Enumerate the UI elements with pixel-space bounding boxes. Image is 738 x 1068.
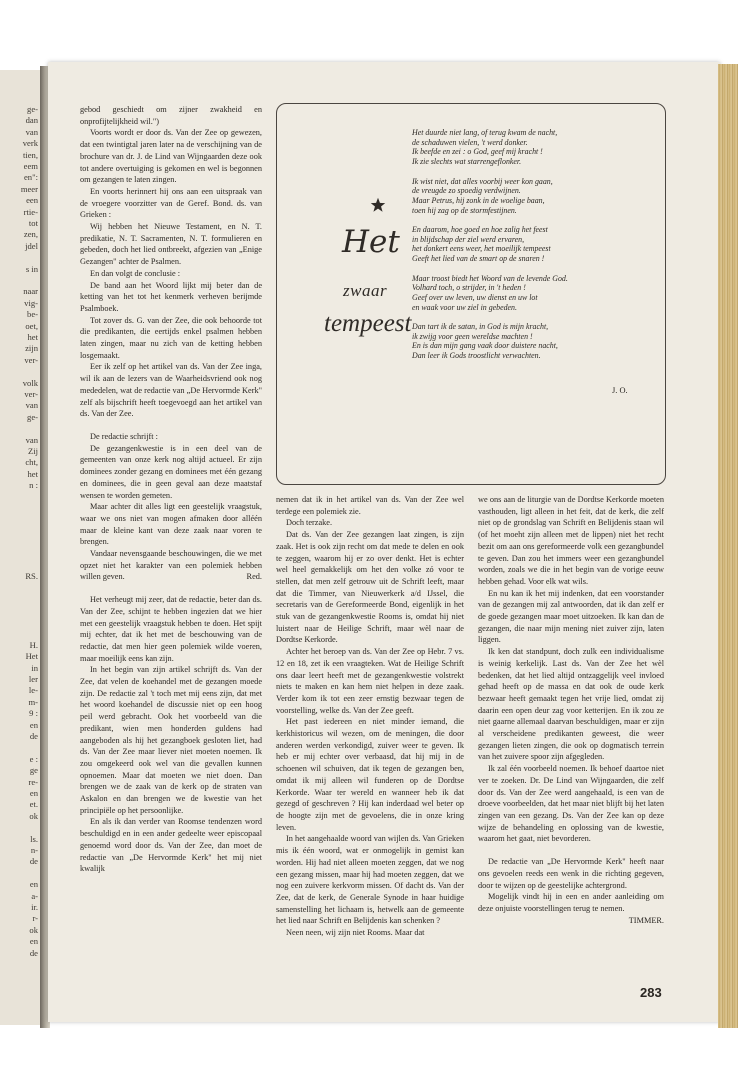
left-page-line: m- <box>28 696 38 707</box>
poem-line: de vreugde zo spoedig verdwijnen. <box>412 186 521 196</box>
paragraph-text: De redactie van „De Hervormde Kerk" heeft naar ons gevoelen reeds een wenk in die richting gegeven, door te wijzen op de geestelijke achtergrond. <box>478 857 664 890</box>
paragraph-text: Neen neen, wij zijn niet Rooms. Maar dat <box>286 928 425 938</box>
left-page-line: de <box>29 947 38 958</box>
left-page-line: en <box>29 936 38 947</box>
left-page-line: van <box>25 400 38 411</box>
left-page-line: re- <box>28 776 38 787</box>
paragraph-text: we ons aan de liturgie van de Dordtse Kerkorde moeten vasthouden, ligt alleen in het feit, dat de kerk, die zelf niet op de grondslag van Schrift en Belijdenis staan wil (of het moeht zijn alleen met de lippen) niet het recht bezit om aan ons gereformeerde volk een gezangbundel te geven. Dan zou het immers weer een gezangbundel worden, zoals we die in het begin van de vorige eeuw hebben gehad. Voor elk wat wils. <box>478 495 664 586</box>
paragraph <box>80 280 262 315</box>
left-page-line: e : <box>29 753 38 764</box>
poem-line: Dan tart ik de satan, in God is mijn kracht, <box>412 322 549 331</box>
poem-line: Ik beefde en zei : o God, geef mij kracht ! <box>412 147 543 157</box>
poem-line: En daarom, hoe goed en hoe zalig het feest <box>412 225 548 234</box>
left-page-line: het <box>27 332 38 342</box>
author-signature: TIMMER. <box>628 915 664 925</box>
poem-stanza <box>412 225 662 264</box>
paragraph-text: De band aan het Woord lijkt mij beter dan de ketting van het tot het kenmerk verheven berijmde Psalmboek. <box>80 280 262 313</box>
left-page-line: ls. <box>30 833 38 844</box>
left-page-line: van <box>25 434 38 445</box>
paragraph <box>80 594 262 664</box>
star-icon <box>370 197 386 213</box>
paragraph-text: De redactie schrijft : <box>90 431 158 441</box>
left-page-line: de <box>29 731 38 741</box>
left-page-line: rtie- <box>23 206 38 217</box>
paragraph <box>276 529 464 646</box>
left-page-line: en <box>29 879 38 890</box>
poem-line: Maar Petrus, hij zonk in de woelige baan, <box>412 195 545 205</box>
left-page-line: een <box>26 195 38 206</box>
page-number: 283 <box>640 985 662 1000</box>
left-page-line: tot <box>28 218 38 228</box>
paragraph-text: En nu kan ik het mij indenken, dat een voorstander van de gezangen mij zal antwoorden, dat ik dan zelf er de goede gezangen maar moet uitzoeken. Ik kan dan de gezangen, die naar mijn mening niet zuiver zijn, laten liggen. <box>478 588 664 645</box>
paragraph <box>478 856 664 891</box>
paragraph <box>80 221 262 268</box>
paragraph-text: Het past iedereen en niet minder iemand, die kerkhistoricus wil wezen, om de meningen, die door anderen werden verkondigd, zuiver weer te geven. Ik heb er mij echter over verbaasd, dat hij mij in de schoenen wil schuiven, dat ik tegen de gezangen ben, omdat ik mij alleen wil funderen op de Dordtse Kerkorde. Waar ter wereld en wanneer heb ik dat gezegd of geschreven ? Hij kan inderdaad wel beter op de hoogte zijn met de gevoelens, die in onze kring leven. <box>276 717 464 832</box>
paragraph <box>478 891 664 925</box>
paragraph-text: Wij hebben het Nieuwe Testament, en N. T. predikatie, N. T. Sacramenten, N. T. formulieren en gebeden, doch het lied ontbreekt, afgezien van „Enige Gezangen" achter de Psalmen. <box>80 222 262 267</box>
paragraph <box>80 548 262 583</box>
left-page-line: be- <box>27 309 38 320</box>
left-page-line: ler <box>28 674 38 684</box>
paragraph <box>276 833 464 927</box>
left-page-line: en <box>29 788 38 798</box>
paragraph <box>80 127 262 186</box>
left-page-line: Zij <box>27 446 38 456</box>
paragraph <box>80 431 262 443</box>
paragraph-text: En als ik dan verder van Roomse tendenzen word beschuldigd en in een ander gedeelte weer episcopaal genoemd word door ds. Van der Zee, dan moet de redactie van „De Hervormde Kerk" het mij niet kwalijk <box>80 817 262 874</box>
paragraph <box>80 816 262 875</box>
poem-line: Ik zie slechts wat starrengeflonker. <box>412 157 522 167</box>
left-page-line: vig- <box>24 297 38 308</box>
left-page-line: tien, <box>22 149 38 160</box>
poem-line: toen hij zag op de stormfestijnen. <box>412 205 517 215</box>
paragraph-text: gebod geschiedt om zijner zwakheid en onprofijtelijkheid wil.") <box>80 105 262 126</box>
left-page-fragment <box>0 70 42 1025</box>
left-page-line: oet, <box>25 320 38 331</box>
left-page-line: jdel <box>25 240 38 251</box>
paragraph-text: De gezangenkwestie is in een deel van de gemeenten van onze kerk nog altijd actueel. Er zijn dominees zonder gezang en dominees met één gezang en dominees, die in geen geval aan deze maatstaf wensen te worden gemeten. <box>80 443 262 500</box>
poem-line: in blijdschap der ziel werd ervaren, <box>412 234 525 244</box>
left-page-line: n- <box>30 845 38 855</box>
paragraph-text: Tot zover ds. G. van der Zee, die ook behoorde tot die predikanten, die eertijds enkel psalmen hebben laten zingen, maar nu zich van de ketting hebben losgemaakt. <box>80 315 262 360</box>
paragraph-text: Vandaar nevensgaande beschouwingen, die we met opzet niet het karakter van een polemiek hebben willen geven. <box>80 549 262 582</box>
poem-line: de schaduwen vielen, 't werd donker. <box>412 137 528 147</box>
left-page-line: en <box>29 719 38 730</box>
left-page-line: eem <box>23 161 38 171</box>
paragraph <box>276 494 464 517</box>
poem-line: Volhard toch, o strijder, in 't heden ! <box>412 283 526 293</box>
author-signature: Red. <box>246 572 262 582</box>
left-page-line: n : <box>29 480 38 491</box>
paragraph <box>80 664 262 816</box>
paragraph <box>80 315 262 362</box>
left-page-line: volk <box>22 377 38 388</box>
poem-line: Maar troost biedt het Woord van de levende God. <box>412 273 568 283</box>
poem-line: Het duurde niet lang, of terug kwam de nacht, <box>412 128 558 137</box>
left-page-line: et. <box>29 799 38 810</box>
left-page-line: ge- <box>27 104 38 114</box>
left-page-line: RS. <box>25 571 38 582</box>
left-page-line: van <box>25 126 38 137</box>
paragraph-text: Achter het beroep van ds. Van der Zee op Hebr. 7 vs. 12 en 18, zet ik een vraagteken. Wat de Heilige Schrift ons daar leert heeft met de gezangenkwestie volstrekt niets te maken en kan hem niet helpen in deze zaak. Verder kom ik tot een zeer ernstig bezwaar tegen de voorstelling, welke ds. Van der Zee geeft. <box>276 647 464 715</box>
paragraph-text: Dat ds. Van der Zee gezangen laat zingen, is zijn zaak. Het is ook zijn recht om dat mede te delen en ook te zeggen, waarom hij er zo over denkt. Het is echter wel heel gemakkelijk om het den volke zó voor te stellen, dat men zelf getrouw uit de Schrift leeft, maar dat die Timmer, van Nieuwerkerk a/d IJssel, die secretaris van de Gereformeerde Bond, eigenlijk in het stuk van de gezangenkwestie Rooms is, omdat hij niet luistert naar de Heilige Schrift, maar wèl naar de Dordtse Kerkorde. <box>276 530 464 645</box>
poem-stanza <box>412 274 662 313</box>
left-page-line: r- <box>32 913 38 924</box>
left-page-line: en": <box>23 172 38 183</box>
paragraph <box>478 646 664 763</box>
paragraph-text: Ik ken dat standpunt, doch zulk een individualisme is weinig kerkelijk. Last ds. Van der Zee het wèl bedenken, dat het lied altijd ontzaggelijk veel invloed gehad heeft op de massa en dat ook de oude kerk bezwaar heeft gemaakt tegen het vrije lied, omdat zij daarin een open deur zag voor ketterijen. En ik zou ze niet gaarne allemaal daarvan beschuldigen, maar er zijn al verscheidene predikanten geweest, die weer gezangen lieten zingen, die ook op dogmatisch terrein van het zuivere spoor zijn afgegleden. <box>478 647 664 762</box>
paragraph-text: Ik zal één voorbeeld noemen. Ik behoef daartoe niet ver te zoeken. Dr. De Lind van Wijngaarden, die zelf door ds. Van der Zee werd aangehaald, is een van de droeve voorbeelden, dat het maar niet blijft bij het laten zingen van een gezang. Ds. Van der Zee kan op deze wijze de behandeling en oplossing van de kwestie, waarom het gaat, niet bevorderen. <box>478 764 664 844</box>
left-page-line: verk <box>22 138 38 149</box>
left-page-line: ok <box>29 924 38 935</box>
left-page-line: a- <box>31 890 38 901</box>
left-page-line: Het <box>25 651 38 662</box>
paragraph-text: In het aangehaalde woord van wijlen ds. Van Grieken mis ik één woord, wat er onmogelijk in gemist kan worden. Hij had niet alleen moeten zeggen, dat we nog een gezang missen, maar hij had moeten zeggen, dat we nog een zuivere kerkvorm missen. Of dacht ds. Van der Zee, dat de kerk, de Generale Synode in haar huidige samenstelling het lichaam is, hetwelk aan de gemeente het lied naar Schrift en Belijdenis kan schenken ? <box>276 834 464 926</box>
paragraph <box>80 186 262 221</box>
poem-text <box>412 128 662 371</box>
left-page-line: ir. <box>31 902 38 912</box>
paragraph <box>80 443 262 502</box>
paragraph-text: Maar achter dit alles ligt een geestelijk vraagstuk, waar we ons niet van mogen afmaken door alléén maar de kleine kant van deze zaak naar voren te brengen. <box>80 502 262 547</box>
paragraph-text: In het begin van zijn artikel schrijft ds. Van der Zee, dat velen de koehandel met de gezangen moede zijn. De redactie zal 't toch met mij eens zijn, dat met het woord koehandel de discussie niet op een hoog peil werd gebracht. Ook het voorbeeld van die predikant, wien men honderden guldens had aangeboden als hij het gezangboek gesloten liet, had ds. Van der Zee maar liever niet moeten noemen. Ik zou omgekeerd ook wel van die gevallen kunnen opnoemen. Maar dat moeten we niet doen. Dan brengen we de zaak van de kerk op de straten van Askalon en dan brengen we de kwestie van het principiële op het persoonlijke. <box>80 665 262 815</box>
page-edges <box>718 64 738 1028</box>
paragraph-text: Mogelijk vindt hij in een en ander aanleiding om deze onjuiste voorstellingen terug te nemen. <box>478 892 664 913</box>
poem-stanza <box>412 322 662 361</box>
poem-line: Dan leer ik Gods troostlicht verwachten. <box>412 351 541 361</box>
left-page-line: s in <box>25 263 38 274</box>
paragraph-text: Voorts wordt er door ds. Van der Zee op gewezen, dat een twintigtal jaren later na de verschijning van de brochure van dr. J. de Lind van Wijngaarden deze ook tot andere overtuiging is gekomen en wel is begonnen om gezangen te laten zingen. <box>80 128 262 185</box>
left-page-line: ge <box>29 765 38 776</box>
left-page-line: cht, <box>25 457 38 468</box>
left-page-line: zen, <box>23 229 38 240</box>
left-page-line: in <box>31 662 38 673</box>
poem-line: En is dan mijn gang vaak door duistere nacht, <box>412 341 558 351</box>
paragraph-text: Het verheugt mij zeer, dat de redactie, beter dan ds. Van der Zee, schijnt te hebben ingezien dat we hier met een geestelijk vraagstuk hebben te doen. Het spijt mij echter, dat ik het met de beschouwing van de redactie, dat men hier geen polemiek wilde voeren, maar moeilijk eens kan zijn. <box>80 595 262 663</box>
poem-signature: J. O. <box>612 386 628 395</box>
paragraph-text: En dan volgt de conclusie : <box>90 268 181 278</box>
poem-stanza <box>412 128 662 167</box>
poem-line: Ik wist niet, dat alles voorbij weer kon gaan, <box>412 176 553 186</box>
paragraph <box>80 268 262 280</box>
paragraph <box>80 501 262 548</box>
paragraph-text: nemen dat ik in het artikel van ds. Van der Zee wel terdege een polemiek zie. <box>276 495 464 516</box>
left-page-line: het <box>27 468 38 479</box>
poem-line: het donkert eens weer, het moeilijk tempeest <box>412 244 551 254</box>
paragraph-text: Eer ik zelf op het artikel van ds. Van der Zee inga, wil ik aan de lezers van de Waarheidsvriend ook nog mededelen, wat de redactie van „De Hervormde Kerk" zelf als bijschrift heeft toegevoegd aan het artikel van ds. Van der Zee. <box>80 362 262 419</box>
left-page-line: ver- <box>24 389 38 399</box>
poem-line: en waak voor uw ziel in gebeden. <box>412 302 517 312</box>
paragraph <box>478 763 664 845</box>
poem-title-line-2: zwaar <box>343 281 388 300</box>
poem-title-line-3: tempeest <box>324 310 412 337</box>
paragraph <box>276 517 464 529</box>
left-page-line: ge- <box>27 411 38 422</box>
poem-line: Geef over uw leven, uw dienst en uw lot <box>412 292 538 302</box>
paragraph <box>276 646 464 716</box>
left-page-line: zijn <box>25 343 38 354</box>
paragraph <box>478 588 664 647</box>
left-page-line: dan <box>25 115 38 126</box>
poem-line: Geeft het lied van de smart op de snaren ! <box>412 254 545 264</box>
left-page-line: meer <box>20 183 38 194</box>
left-page-line: ok <box>29 810 38 821</box>
poem-title-line-1: Het <box>342 224 400 260</box>
poem-line: ik zwijg voor geen wereldse machten ! <box>412 331 533 341</box>
column-3 <box>478 494 664 926</box>
paragraph <box>80 104 262 127</box>
left-page-line: 9 : <box>29 708 38 719</box>
poem-stanza <box>412 177 662 216</box>
left-page-line: de <box>29 856 38 867</box>
left-page-line: ver- <box>24 354 38 365</box>
paragraph <box>80 361 262 420</box>
left-page-line: naar <box>23 286 38 297</box>
left-page-line: le- <box>28 685 38 696</box>
left-page-line: H. <box>29 639 38 650</box>
paragraph-text: Doch terzake. <box>286 518 333 528</box>
column-1 <box>80 104 262 875</box>
paragraph <box>276 716 464 833</box>
paragraph <box>276 927 464 939</box>
paragraph-text: En voorts herinnert hij ons aan een uitspraak van de vroegere voorzitter van de Geref. Bond. ds. van Grieken : <box>80 186 262 220</box>
column-2 <box>276 494 464 939</box>
paragraph <box>478 494 664 588</box>
